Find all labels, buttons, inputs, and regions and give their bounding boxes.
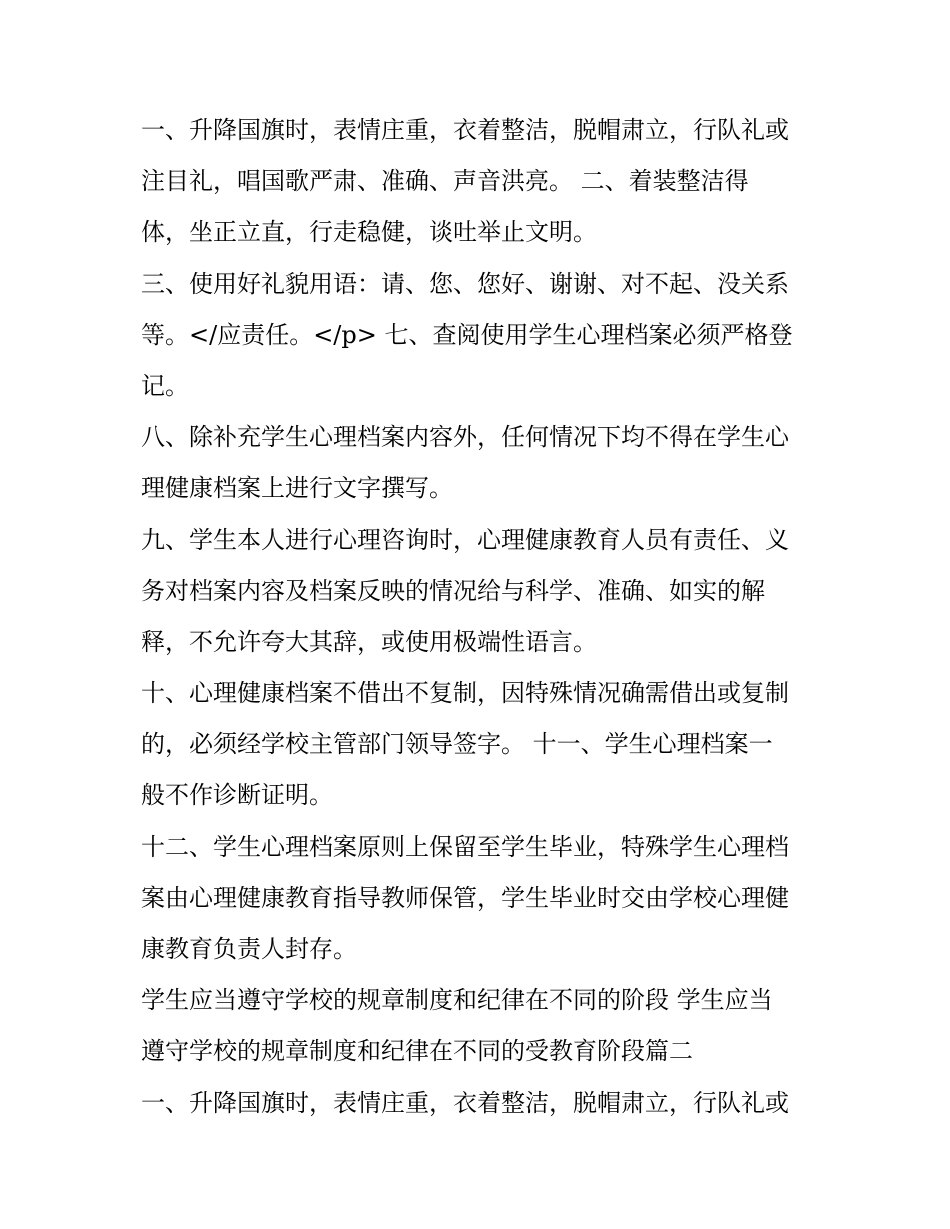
text-line: 案由心理健康教育指导教师保管，学生毕业时交由学校心理健	[141, 883, 789, 912]
document-body	[141, 105, 821, 1129]
text-line: 康教育负责人封存。	[141, 935, 357, 963]
text-line: 学生应当遵守学校的规章制度和纪律在不同的阶段 学生应当	[141, 986, 773, 1015]
text-line: 一、升降国旗时，表情庄重，衣着整洁，脱帽肃立，行队礼或	[141, 1088, 789, 1117]
text-line: 等。</应责任。</p> 七、查阅使用学生心理档案必须严格登	[141, 320, 793, 349]
text-line: 释，不允许夸大其辞，或使用极端性语言。	[141, 627, 597, 656]
text-line: 遵守学校的规章制度和纪律在不同的受教育阶段篇二	[141, 1037, 693, 1066]
text-line: 记。	[141, 371, 189, 400]
text-line: 理健康档案上进行文字撰写。	[141, 474, 453, 503]
text-line: 三、使用好礼貌用语：请、您、您好、谢谢、对不起、没关系	[141, 269, 789, 298]
text-line: 体，坐正立直，行走稳健，谈吐举止文明。	[141, 218, 597, 247]
text-line: 一、升降国旗时，表情庄重，衣着整洁，脱帽肃立，行队礼或	[141, 116, 789, 144]
text-line: 十、心理健康档案不借出不复制，因特殊情况确需借出或复制	[141, 679, 789, 708]
text-line: 十二、学生心理档案原则上保留至学生毕业，特殊学生心理档	[141, 832, 789, 861]
text-line: 般不作诊断证明。	[141, 781, 333, 810]
text-line: 八、除补充学生心理档案内容外，任何情况下均不得在学生心	[141, 423, 789, 452]
text-line: 九、学生本人进行心理咨询时，心理健康教育人员有责任、义	[141, 525, 789, 554]
text-line: 注目礼，唱国歌严肃、准确、声音洪亮。 二、着装整洁得	[141, 167, 749, 196]
text-line: 的，必须经学校主管部门领导签字。 十一、学生心理档案一	[141, 730, 773, 759]
text-line: 务对档案内容及档案反映的情况给与科学、准确、如实的解	[141, 576, 765, 605]
